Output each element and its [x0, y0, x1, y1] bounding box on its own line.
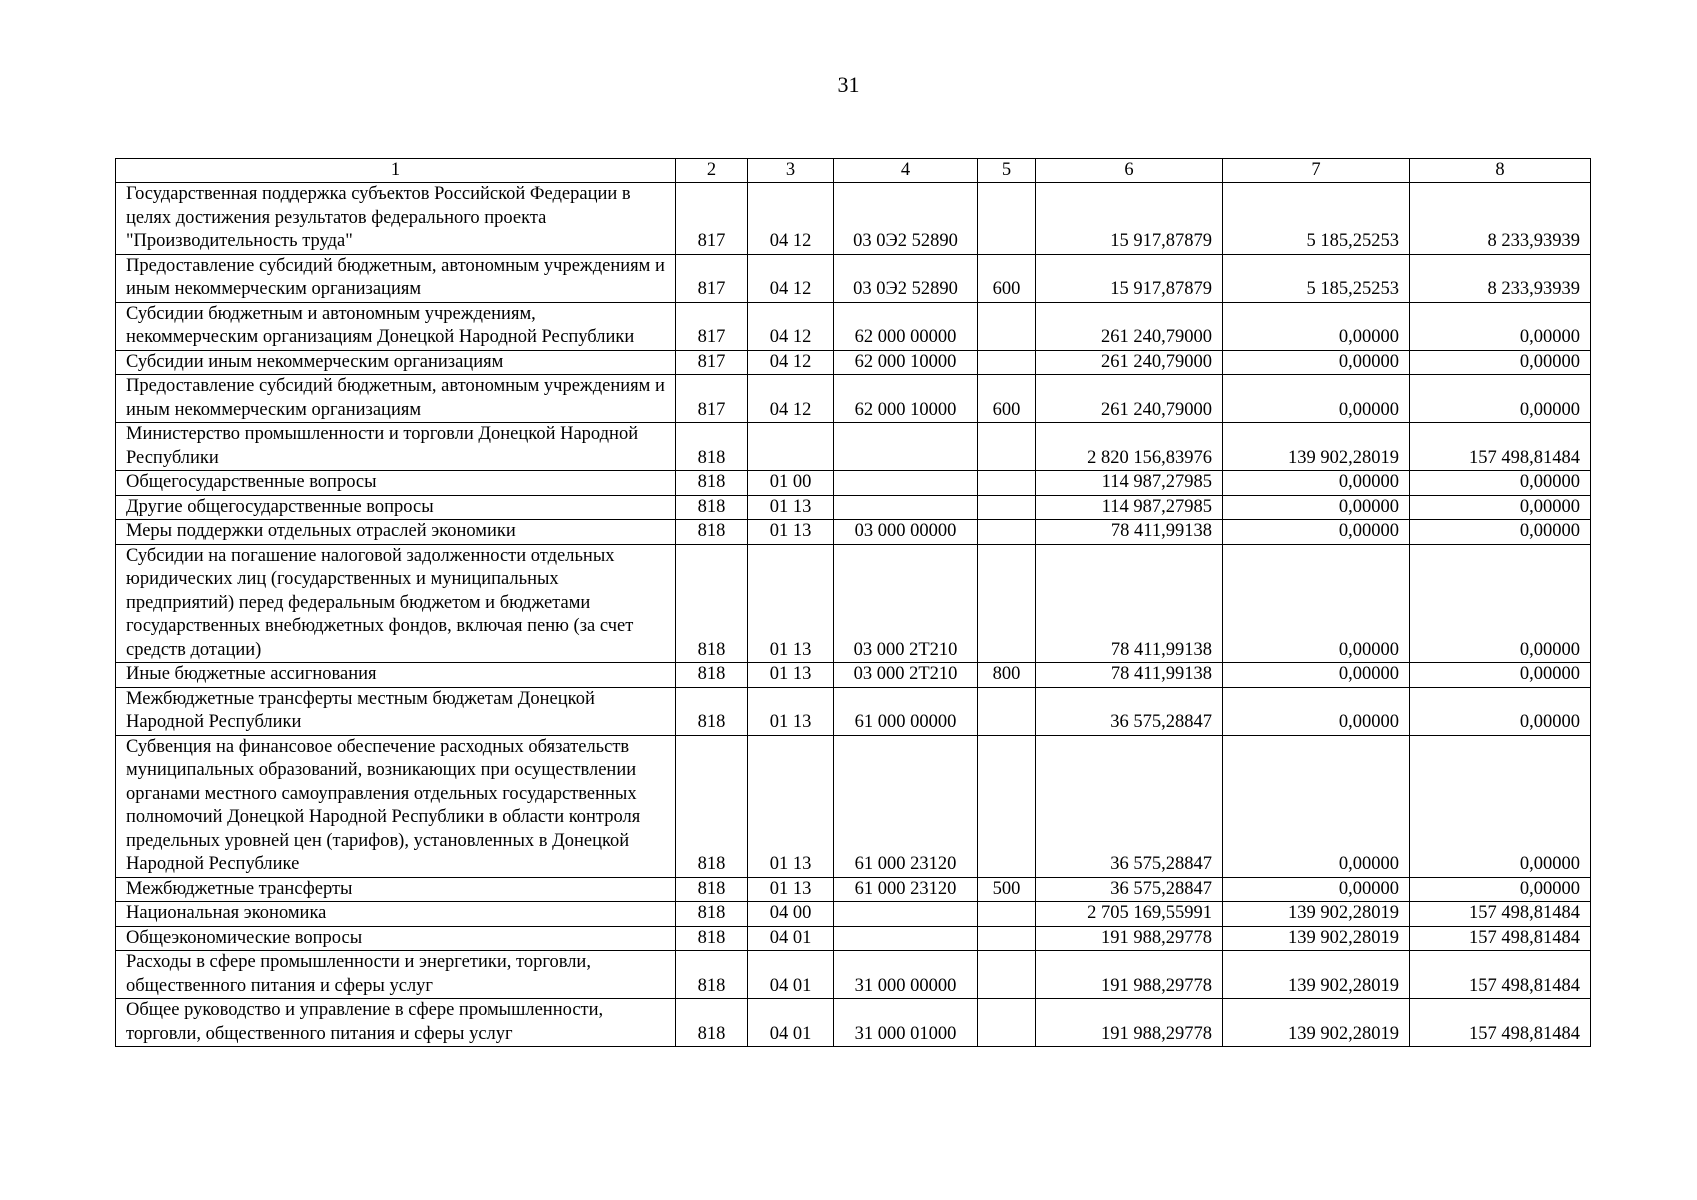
target-article-code: 62 000 10000	[834, 350, 978, 375]
amount-col8: 0,00000	[1410, 735, 1591, 877]
table-row	[116, 375, 1591, 423]
amount-col8: 0,00000	[1410, 471, 1591, 496]
budget-table	[115, 158, 1591, 1047]
header-cell: 7	[1223, 159, 1410, 183]
section-code: 01 13	[748, 495, 834, 520]
table-header-row	[116, 159, 1591, 183]
admin-code: 818	[676, 544, 748, 663]
amount-col6: 36 575,28847	[1036, 687, 1223, 735]
row-description: Предоставление субсидий бюджетным, автономным учреждениям и иным некоммерческим организациям	[116, 254, 676, 302]
amount-col7: 5 185,25253	[1223, 254, 1410, 302]
row-description: Другие общегосударственные вопросы	[116, 495, 676, 520]
target-article-code	[834, 902, 978, 927]
row-description: Межбюджетные трансферты	[116, 877, 676, 902]
section-code: 01 13	[748, 735, 834, 877]
row-description: Меры поддержки отдельных отраслей экономики	[116, 520, 676, 545]
target-article-code: 61 000 00000	[834, 687, 978, 735]
expense-type-code: 600	[978, 375, 1036, 423]
table-row	[116, 687, 1591, 735]
amount-col7: 0,00000	[1223, 375, 1410, 423]
admin-code: 818	[676, 687, 748, 735]
table-row	[116, 877, 1591, 902]
admin-code: 817	[676, 254, 748, 302]
section-code: 04 01	[748, 926, 834, 951]
admin-code: 818	[676, 520, 748, 545]
amount-col8: 0,00000	[1410, 687, 1591, 735]
row-description: Национальная экономика	[116, 902, 676, 927]
table-row	[116, 350, 1591, 375]
expense-type-code: 800	[978, 663, 1036, 688]
admin-code: 818	[676, 999, 748, 1047]
row-description: Субсидии бюджетным и автономным учреждениям, некоммерческим организациям Донецкой Народной Республики	[116, 302, 676, 350]
table-row	[116, 999, 1591, 1047]
table-row	[116, 544, 1591, 663]
header-cell: 5	[978, 159, 1036, 183]
row-description: Иные бюджетные ассигнования	[116, 663, 676, 688]
header-cell: 8	[1410, 159, 1591, 183]
amount-col6: 2 705 169,55991	[1036, 902, 1223, 927]
admin-code: 817	[676, 183, 748, 255]
table-row	[116, 471, 1591, 496]
amount-col7: 139 902,28019	[1223, 902, 1410, 927]
amount-col6: 261 240,79000	[1036, 350, 1223, 375]
amount-col7: 0,00000	[1223, 735, 1410, 877]
admin-code: 818	[676, 423, 748, 471]
table-row	[116, 520, 1591, 545]
section-code: 01 13	[748, 687, 834, 735]
amount-col8: 157 498,81484	[1410, 951, 1591, 999]
amount-col7: 139 902,28019	[1223, 926, 1410, 951]
target-article-code: 31 000 00000	[834, 951, 978, 999]
section-code: 04 00	[748, 902, 834, 927]
section-code: 04 12	[748, 375, 834, 423]
target-article-code: 03 000 2Т210	[834, 544, 978, 663]
admin-code: 818	[676, 471, 748, 496]
target-article-code: 03 0Э2 52890	[834, 183, 978, 255]
admin-code: 818	[676, 877, 748, 902]
section-code: 04 12	[748, 350, 834, 375]
table-row	[116, 663, 1591, 688]
amount-col7: 5 185,25253	[1223, 183, 1410, 255]
admin-code: 818	[676, 495, 748, 520]
amount-col8: 157 498,81484	[1410, 902, 1591, 927]
amount-col6: 2 820 156,83976	[1036, 423, 1223, 471]
admin-code: 817	[676, 302, 748, 350]
amount-col7: 0,00000	[1223, 544, 1410, 663]
header-cell: 3	[748, 159, 834, 183]
expense-type-code	[978, 544, 1036, 663]
target-article-code: 31 000 01000	[834, 999, 978, 1047]
row-description: Общеэкономические вопросы	[116, 926, 676, 951]
expense-type-code	[978, 902, 1036, 927]
table-row	[116, 183, 1591, 255]
table-row	[116, 926, 1591, 951]
expense-type-code	[978, 183, 1036, 255]
amount-col7: 0,00000	[1223, 495, 1410, 520]
table-row	[116, 951, 1591, 999]
amount-col8: 8 233,93939	[1410, 254, 1591, 302]
amount-col7: 0,00000	[1223, 663, 1410, 688]
amount-col6: 78 411,99138	[1036, 520, 1223, 545]
admin-code: 818	[676, 735, 748, 877]
amount-col7: 0,00000	[1223, 471, 1410, 496]
amount-col6: 15 917,87879	[1036, 183, 1223, 255]
amount-col6: 36 575,28847	[1036, 877, 1223, 902]
admin-code: 817	[676, 375, 748, 423]
expense-type-code	[978, 735, 1036, 877]
section-code: 04 12	[748, 183, 834, 255]
amount-col6: 114 987,27985	[1036, 471, 1223, 496]
amount-col6: 191 988,29778	[1036, 926, 1223, 951]
table-row	[116, 902, 1591, 927]
row-description: Министерство промышленности и торговли Донецкой Народной Республики	[116, 423, 676, 471]
amount-col6: 15 917,87879	[1036, 254, 1223, 302]
amount-col8: 0,00000	[1410, 375, 1591, 423]
section-code: 04 12	[748, 302, 834, 350]
amount-col8: 0,00000	[1410, 663, 1591, 688]
header-cell: 1	[116, 159, 676, 183]
expense-type-code	[978, 999, 1036, 1047]
expense-type-code: 500	[978, 877, 1036, 902]
amount-col8: 0,00000	[1410, 350, 1591, 375]
amount-col8: 0,00000	[1410, 544, 1591, 663]
amount-col7: 0,00000	[1223, 687, 1410, 735]
table-row	[116, 423, 1591, 471]
admin-code: 818	[676, 926, 748, 951]
amount-col8: 157 498,81484	[1410, 999, 1591, 1047]
header-cell: 4	[834, 159, 978, 183]
target-article-code: 61 000 23120	[834, 735, 978, 877]
row-description: Субсидии иным некоммерческим организациям	[116, 350, 676, 375]
section-code: 04 12	[748, 254, 834, 302]
target-article-code: 62 000 10000	[834, 375, 978, 423]
header-cell: 2	[676, 159, 748, 183]
amount-col6: 191 988,29778	[1036, 999, 1223, 1047]
admin-code: 818	[676, 902, 748, 927]
section-code: 01 00	[748, 471, 834, 496]
expense-type-code	[978, 687, 1036, 735]
expense-type-code	[978, 423, 1036, 471]
table-row	[116, 735, 1591, 877]
amount-col6: 191 988,29778	[1036, 951, 1223, 999]
amount-col6: 36 575,28847	[1036, 735, 1223, 877]
section-code: 04 01	[748, 951, 834, 999]
amount-col7: 0,00000	[1223, 302, 1410, 350]
expense-type-code	[978, 520, 1036, 545]
section-code: 01 13	[748, 663, 834, 688]
admin-code: 818	[676, 951, 748, 999]
row-description: Общегосударственные вопросы	[116, 471, 676, 496]
row-description: Предоставление субсидий бюджетным, автономным учреждениям и иным некоммерческим организациям	[116, 375, 676, 423]
target-article-code: 61 000 23120	[834, 877, 978, 902]
section-code: 04 01	[748, 999, 834, 1047]
expense-type-code	[978, 302, 1036, 350]
table-row	[116, 302, 1591, 350]
table-row	[116, 495, 1591, 520]
target-article-code	[834, 926, 978, 951]
expense-type-code	[978, 471, 1036, 496]
amount-col8: 0,00000	[1410, 520, 1591, 545]
row-description: Межбюджетные трансферты местным бюджетам Донецкой Народной Республики	[116, 687, 676, 735]
row-description: Расходы в сфере промышленности и энергетики, торговли, общественного питания и сферы услуг	[116, 951, 676, 999]
row-description: Субсидии на погашение налоговой задолженности отдельных юридических лиц (государственных и муниципальных предприятий) перед федеральным бюджетом и бюджетами государственных внебюджетных фондов, включая пеню (за счет средств дотации)	[116, 544, 676, 663]
row-description: Государственная поддержка субъектов Российской Федерации в целях достижения результатов федерального проекта "Производительность труда"	[116, 183, 676, 255]
amount-col6: 114 987,27985	[1036, 495, 1223, 520]
amount-col8: 0,00000	[1410, 495, 1591, 520]
amount-col7: 0,00000	[1223, 877, 1410, 902]
row-description: Субвенция на финансовое обеспечение расходных обязательств муниципальных образований, возникающих при осуществлении органами местного самоуправления отдельных государственных полномочий Донецкой Народной Республики в области контроля предельных уровней цен (тарифов), установленных в Донецкой Народной Республике	[116, 735, 676, 877]
amount-col7: 0,00000	[1223, 520, 1410, 545]
page-number: 31	[837, 72, 860, 97]
target-article-code	[834, 423, 978, 471]
section-code: 01 13	[748, 520, 834, 545]
amount-col6: 261 240,79000	[1036, 302, 1223, 350]
header-cell: 6	[1036, 159, 1223, 183]
amount-col6: 78 411,99138	[1036, 544, 1223, 663]
target-article-code: 03 000 2Т210	[834, 663, 978, 688]
row-description: Общее руководство и управление в сфере промышленности, торговли, общественного питания и сферы услуг	[116, 999, 676, 1047]
amount-col6: 261 240,79000	[1036, 375, 1223, 423]
table-row	[116, 254, 1591, 302]
section-code: 01 13	[748, 544, 834, 663]
amount-col7: 139 902,28019	[1223, 423, 1410, 471]
admin-code: 817	[676, 350, 748, 375]
expense-type-code	[978, 495, 1036, 520]
expense-type-code: 600	[978, 254, 1036, 302]
target-article-code: 03 000 00000	[834, 520, 978, 545]
section-code	[748, 423, 834, 471]
target-article-code	[834, 471, 978, 496]
amount-col7: 139 902,28019	[1223, 999, 1410, 1047]
amount-col8: 157 498,81484	[1410, 423, 1591, 471]
amount-col7: 139 902,28019	[1223, 951, 1410, 999]
expense-type-code	[978, 926, 1036, 951]
target-article-code: 62 000 00000	[834, 302, 978, 350]
target-article-code	[834, 495, 978, 520]
expense-type-code	[978, 951, 1036, 999]
section-code: 01 13	[748, 877, 834, 902]
admin-code: 818	[676, 663, 748, 688]
amount-col8: 157 498,81484	[1410, 926, 1591, 951]
amount-col6: 78 411,99138	[1036, 663, 1223, 688]
expense-type-code	[978, 350, 1036, 375]
amount-col8: 8 233,93939	[1410, 183, 1591, 255]
amount-col8: 0,00000	[1410, 877, 1591, 902]
target-article-code: 03 0Э2 52890	[834, 254, 978, 302]
amount-col7: 0,00000	[1223, 350, 1410, 375]
amount-col8: 0,00000	[1410, 302, 1591, 350]
